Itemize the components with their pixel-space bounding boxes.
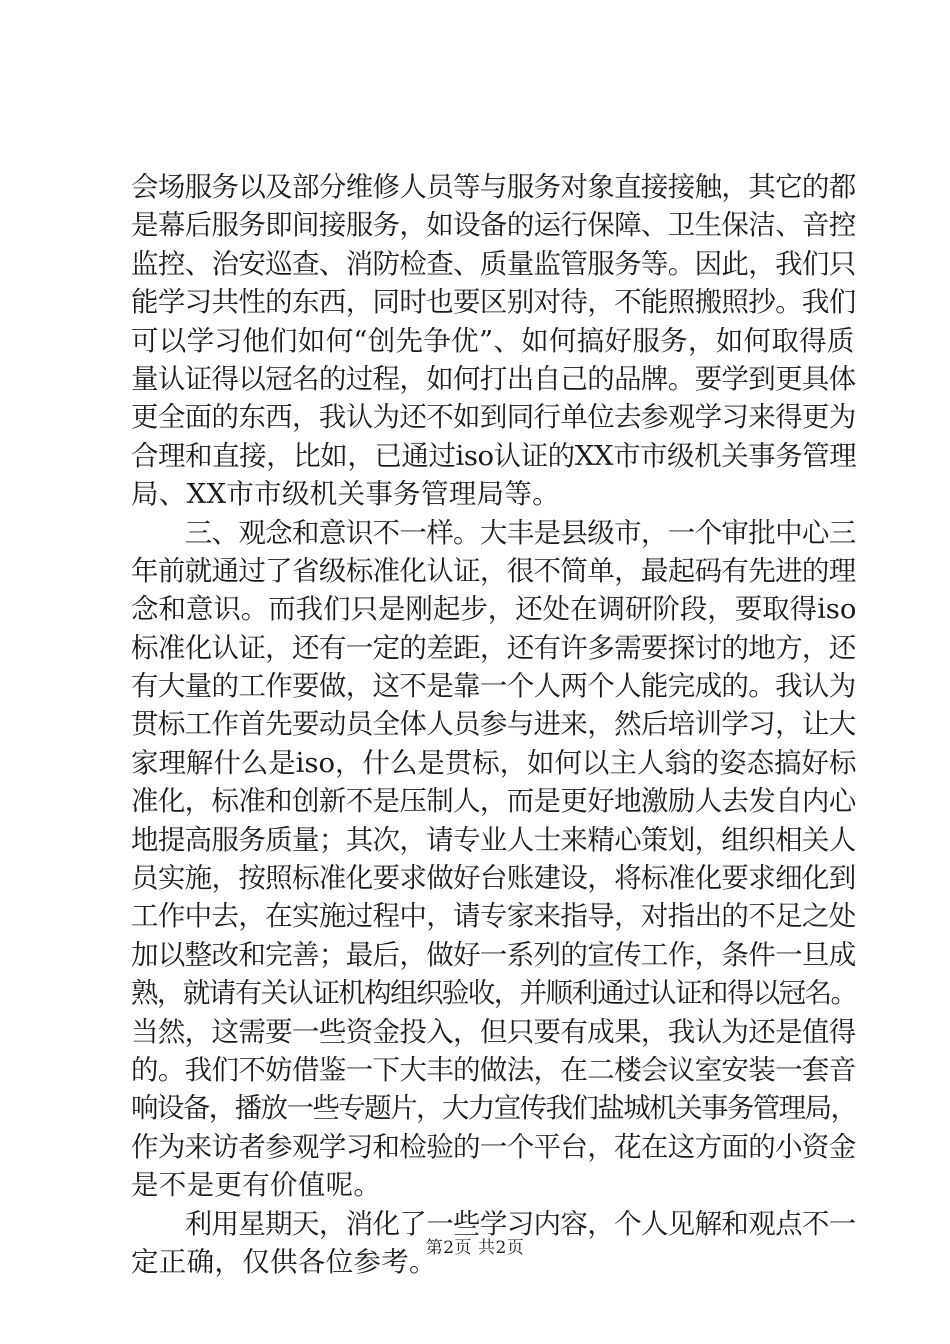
text-line: 的。我们不妨借鉴一下大丰的做法，在二楼会议室安装一套音 (131, 1053, 856, 1086)
text-line: 作为来访者参观学习和检验的一个平台，花在这方面的小资金 (131, 1130, 856, 1163)
text-line: 当然，这需要一些资金投入，但只要有成果，我认为还是值得 (131, 1015, 856, 1048)
text-line: 合理和直接，比如，已通过iso认证的XX市市级机关事务管理 (131, 439, 857, 472)
text-line: 熟，就请有关认证机构组织验收，并顺利通过认证和得以冠名。 (131, 977, 857, 1010)
text-line: 局、XX市市级机关事务管理局等。 (131, 478, 560, 511)
text-line: 能学习共性的东西，同时也要区别对待，不能照搬照抄。我们 (131, 286, 856, 319)
text-line: 响设备，播放一些专题片，大力宣传我们盐城机关事务管理局， (131, 1092, 857, 1125)
body-text (131, 168, 856, 1281)
page-footer: 第2页 共2页 (425, 1238, 525, 1258)
text-line: 贯标工作首先要动员全体人员参与进来，然后培训学习，让大 (131, 708, 856, 741)
text-line: 会场服务以及部分维修人员等与服务对象直接接触，其它的都 (131, 171, 856, 203)
text-line: 量认证得以冠名的过程，如何打出自己的品牌。要学到更具体 (131, 362, 856, 395)
text-line: 利用星期天，消化了一些学习内容，个人见解和观点不一 (131, 1207, 856, 1240)
text-line: 更全面的东西，我认为还不如到同行单位去参观学习来得更为 (131, 401, 856, 434)
text-line: 定正确，仅供各位参考。 (131, 1245, 437, 1278)
text-line: 有大量的工作要做，这不是靠一个人两个人能完成的。我认为 (131, 670, 856, 703)
text-line: 标准化认证，还有一定的差距，还有许多需要探讨的地方，还 (131, 631, 856, 664)
text-line: 三、观念和意识不一样。大丰是县级市，一个审批中心三 (131, 516, 856, 549)
text-line: 监控、治安巡查、消防检查、质量监管服务等。因此，我们只 (131, 247, 856, 280)
text-line: 年前就通过了省级标准化认证，很不简单，最起码有先进的理 (131, 554, 856, 587)
text-line: 准化，标准和创新不是压制人，而是更好地激励人去发自内心 (131, 785, 856, 818)
text-line: 工作中去，在实施过程中，请专家来指导，对指出的不足之处 (131, 900, 856, 933)
text-line: 家理解什么是iso，什么是贯标，如何以主人翁的姿态搞好标 (131, 746, 857, 779)
text-line: 是幕后服务即间接服务，如设备的运行保障、卫生保洁、音控 (131, 209, 856, 242)
text-line: 是不是更有价值呢。 (131, 1169, 382, 1202)
text-line: 念和意识。而我们只是刚起步，还处在调研阶段，要取得iso (131, 593, 857, 626)
text-line: 地提高服务质量；其次，请专业人士来精心策划，组织相关人 (131, 823, 856, 856)
text-line: 员实施，按照标准化要求做好台账建设，将标准化要求细化到 (131, 862, 856, 895)
text-line: 加以整改和完善；最后，做好一系列的宣传工作，条件一旦成 (131, 938, 856, 971)
text-line: 可以学习他们如何“创先争优”、如何搞好服务，如何取得质 (131, 324, 855, 357)
